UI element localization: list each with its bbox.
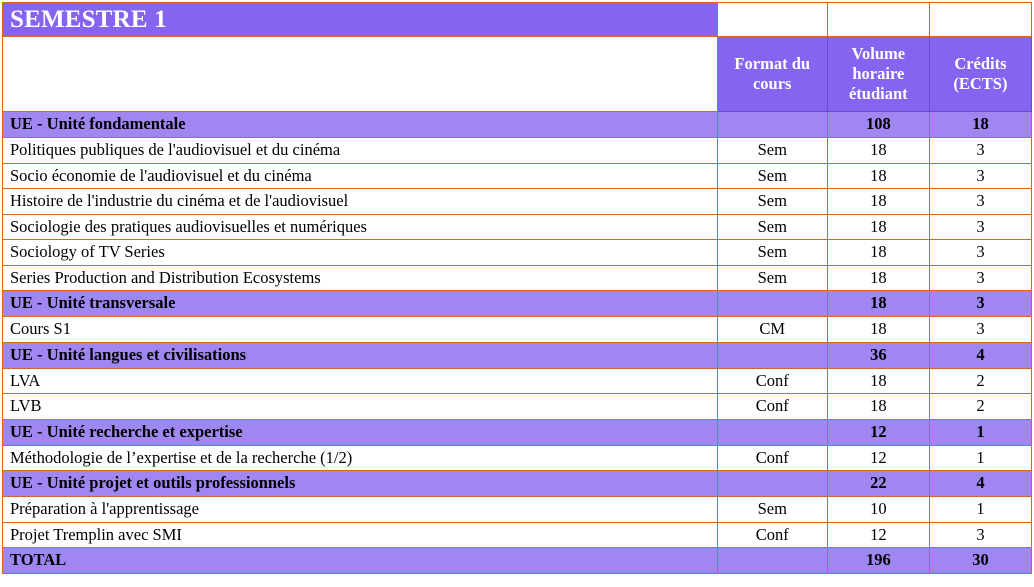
course-format: Sem (717, 497, 827, 523)
course-hours: 18 (827, 189, 929, 215)
table-row (3, 317, 1032, 343)
ue-title: UE - Unité recherche et expertise (3, 419, 718, 445)
table-row (3, 214, 1032, 240)
total-ects: 30 (929, 548, 1031, 574)
table-row (3, 522, 1032, 548)
course-hours: 18 (827, 317, 929, 343)
course-title: Projet Tremplin avec SMI (3, 522, 718, 548)
course-ects: 1 (929, 497, 1031, 523)
course-format: Sem (717, 163, 827, 189)
header-ects: Crédits (ECTS) (929, 37, 1031, 112)
course-title: Sociology of TV Series (3, 240, 718, 266)
ue-format (717, 419, 827, 445)
course-title: Series Production and Distribution Ecosystems (3, 265, 718, 291)
course-title: Cours S1 (3, 317, 718, 343)
ue-ects: 18 (929, 112, 1031, 138)
course-format: Sem (717, 214, 827, 240)
table-row (3, 112, 1032, 138)
course-format: Conf (717, 368, 827, 394)
ue-format (717, 471, 827, 497)
course-format: Conf (717, 445, 827, 471)
course-hours: 18 (827, 214, 929, 240)
table-row (3, 497, 1032, 523)
course-hours: 18 (827, 265, 929, 291)
column-header-row (3, 37, 1032, 112)
ue-title: UE - Unité fondamentale (3, 112, 718, 138)
table-row (3, 138, 1032, 164)
ue-format (717, 291, 827, 317)
course-ects: 2 (929, 368, 1031, 394)
header-hours: Volume horaire étudiant (827, 37, 929, 112)
course-format: Conf (717, 394, 827, 420)
course-title: Socio économie de l'audiovisuel et du cinéma (3, 163, 718, 189)
course-hours: 12 (827, 445, 929, 471)
header-format: Format du cours (717, 37, 827, 112)
ue-format (717, 112, 827, 138)
course-ects: 1 (929, 445, 1031, 471)
table-row (3, 368, 1032, 394)
course-hours: 18 (827, 368, 929, 394)
table-row (3, 189, 1032, 215)
ue-hours: 108 (827, 112, 929, 138)
curriculum-sheet (0, 2, 1034, 587)
ue-ects: 1 (929, 419, 1031, 445)
course-title: Histoire de l'industrie du cinéma et de l'audiovisuel (3, 189, 718, 215)
total-row (3, 548, 1032, 574)
course-title: Sociologie des pratiques audiovisuelles et numériques (3, 214, 718, 240)
course-title: Préparation à l'apprentissage (3, 497, 718, 523)
header-label (3, 37, 718, 112)
course-title: Politiques publiques de l'audiovisuel et du cinéma (3, 138, 718, 164)
course-ects: 3 (929, 317, 1031, 343)
table-row (3, 342, 1032, 368)
table-row (3, 240, 1032, 266)
curriculum-table (2, 2, 1032, 574)
total-label: TOTAL (3, 548, 718, 574)
course-format: Sem (717, 265, 827, 291)
course-hours: 18 (827, 240, 929, 266)
total-hours: 196 (827, 548, 929, 574)
course-ects: 3 (929, 522, 1031, 548)
title-row-blank-ects (929, 3, 1031, 37)
curriculum-table-body (3, 3, 1032, 574)
ue-format (717, 342, 827, 368)
course-hours: 18 (827, 394, 929, 420)
course-format: Conf (717, 522, 827, 548)
course-hours: 10 (827, 497, 929, 523)
table-row (3, 163, 1032, 189)
ue-hours: 22 (827, 471, 929, 497)
course-ects: 3 (929, 138, 1031, 164)
course-ects: 2 (929, 394, 1031, 420)
course-hours: 18 (827, 138, 929, 164)
course-ects: 3 (929, 265, 1031, 291)
course-format: Sem (717, 240, 827, 266)
semester-title-row (3, 3, 1032, 37)
ue-title: UE - Unité projet et outils professionnels (3, 471, 718, 497)
course-hours: 18 (827, 163, 929, 189)
table-row (3, 265, 1032, 291)
ue-hours: 18 (827, 291, 929, 317)
title-row-blank-format (717, 3, 827, 37)
ue-ects: 4 (929, 342, 1031, 368)
course-format: Sem (717, 138, 827, 164)
ue-hours: 36 (827, 342, 929, 368)
course-ects: 3 (929, 189, 1031, 215)
course-ects: 3 (929, 163, 1031, 189)
course-title: Méthodologie de l’expertise et de la recherche (1/2) (3, 445, 718, 471)
table-row (3, 394, 1032, 420)
page-title: SEMESTRE 1 (3, 3, 718, 37)
ue-hours: 12 (827, 419, 929, 445)
ue-title: UE - Unité langues et civilisations (3, 342, 718, 368)
course-title: LVB (3, 394, 718, 420)
table-row (3, 291, 1032, 317)
table-row (3, 419, 1032, 445)
ue-ects: 3 (929, 291, 1031, 317)
course-format: CM (717, 317, 827, 343)
ue-ects: 4 (929, 471, 1031, 497)
table-row (3, 445, 1032, 471)
course-hours: 12 (827, 522, 929, 548)
table-row (3, 471, 1032, 497)
total-format (717, 548, 827, 574)
ue-title: UE - Unité transversale (3, 291, 718, 317)
course-ects: 3 (929, 240, 1031, 266)
course-title: LVA (3, 368, 718, 394)
title-row-blank-hours (827, 3, 929, 37)
course-ects: 3 (929, 214, 1031, 240)
course-format: Sem (717, 189, 827, 215)
